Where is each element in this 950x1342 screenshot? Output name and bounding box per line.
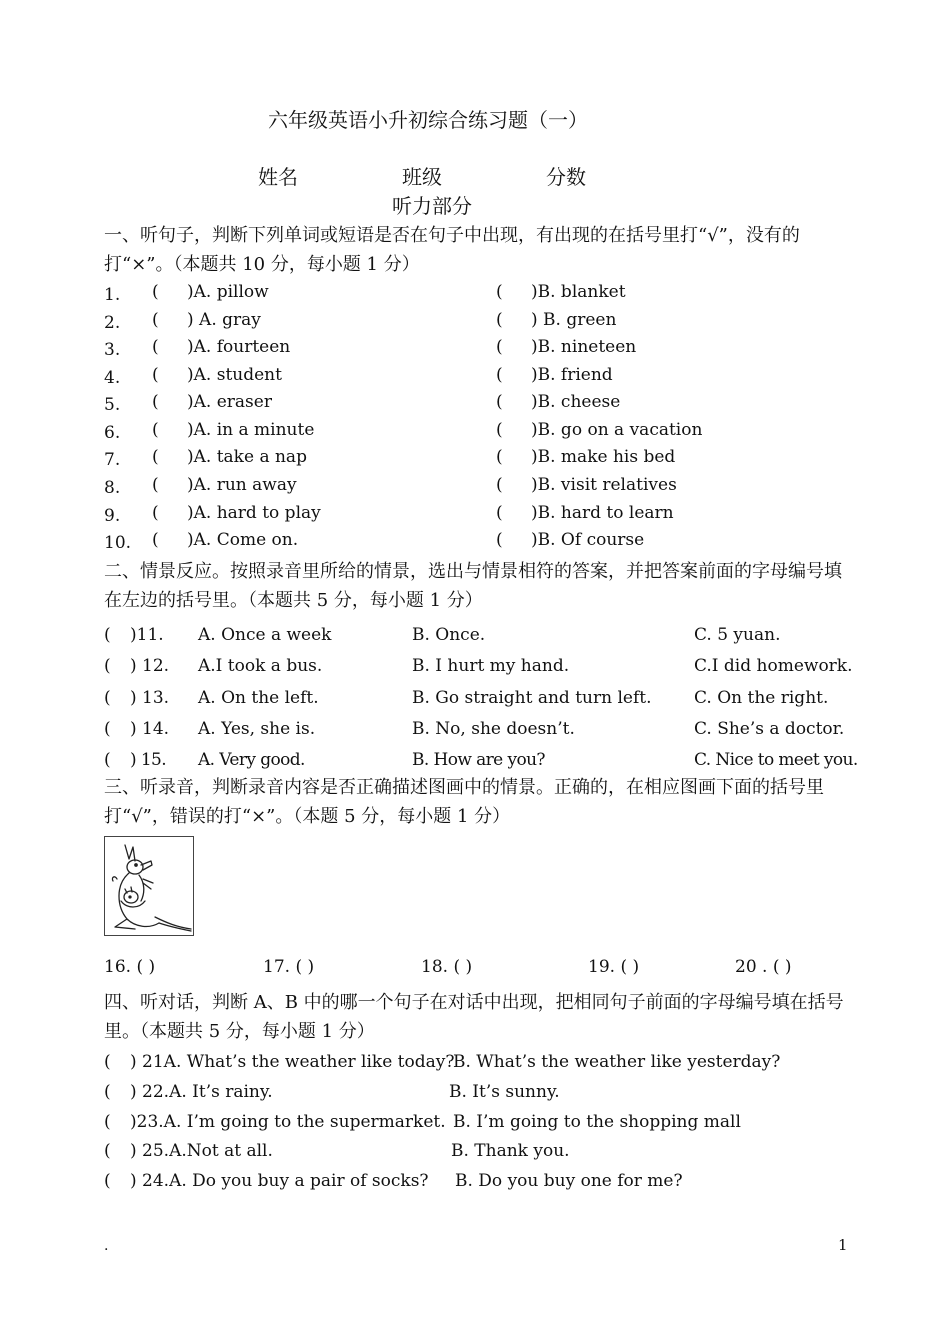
- section4-heading: 四、听对话，判断 A、B 中的哪一个句子在对话中出现，把相同句子前面的字母编号填在括号里。（本题共 5 分，每小题 1 分）: [104, 992, 844, 1042]
- answer-blank[interactable]: 16. ( ): [104, 957, 156, 977]
- answer-blank[interactable]: 20 . ( ): [735, 957, 792, 977]
- page-title: 六年级英语小升初综合练习题（一）: [268, 108, 588, 132]
- section1-item: 9. ( )A. hard to play ( )B. hard to learn: [104, 503, 674, 526]
- section1-item: 8. ( )A. run away ( )B. visit relatives: [104, 475, 677, 498]
- section2-item: ( ) 15. A. Very good. B. How are you? C. Nice to meet you.: [104, 750, 858, 770]
- section1-item: 2. ( ) A. gray ( ) B. green: [104, 310, 617, 333]
- kangaroo-illustration: [104, 836, 194, 936]
- listening-part-heading: 听力部分: [392, 194, 472, 218]
- section4-item: ( ) 21A. What’s the weather like today? B. What’s the weather like yesterday?: [104, 1052, 781, 1072]
- section1-item: 5. ( )A. eraser ( )B. cheese: [104, 392, 621, 415]
- section1-heading: 一、听句子，判断下列单词或短语是否在句子中出现，有出现的在括号里打“√”，没有的打“×”。（本题共 10 分，每小题 1 分）: [104, 225, 800, 275]
- section2-heading: 二、情景反应。按照录音里所给的情景，选出与情景相符的答案，并把答案前面的字母编号填在左边的括号里。（本题共 5 分，每小题 1 分）: [104, 561, 842, 611]
- section2-item: ( ) 13. A. On the left. B. Go straight and turn left. C. On the right.: [104, 688, 829, 708]
- answer-blank[interactable]: 17. ( ): [263, 957, 315, 977]
- section1-item: 7. ( )A. take a nap ( )B. make his bed: [104, 447, 676, 470]
- section1-item: 6. ( )A. in a minute ( )B. go on a vacation: [104, 420, 703, 443]
- section1-item: 3. ( )A. fourteen ( )B. nineteen: [104, 337, 637, 360]
- section4-item: ( ) 22.A. It’s rainy. B. It’s sunny.: [104, 1082, 560, 1102]
- section1-item: 10. ( )A. Come on. ( )B. Of course: [104, 530, 645, 553]
- section4-item: ( )23.A. I’m going to the supermarket. B. I’m going to the shopping mall: [104, 1112, 741, 1132]
- score-label: 分数: [546, 165, 586, 189]
- section2-item: ( )11. A. Once a week B. Once. C. 5 yuan.: [104, 625, 781, 645]
- page-number: 1: [838, 1236, 848, 1254]
- answer-blank[interactable]: 19. ( ): [588, 957, 640, 977]
- class-label: 班级: [402, 165, 442, 189]
- section4-item: ( ) 24.A. Do you buy a pair of socks? B. Do you buy one for me?: [104, 1171, 683, 1191]
- name-label: 姓名: [258, 165, 298, 189]
- section3-heading: 三、听录音，判断录音内容是否正确描述图画中的情景。正确的，在相应图画下面的括号里打“√”，错误的打“×”。（本题 5 分，每小题 1 分）: [104, 777, 824, 827]
- section2-item: ( ) 14. A. Yes, she is. B. No, she doesn’t. C. She’s a doctor.: [104, 719, 845, 739]
- kangaroo-icon: [105, 837, 193, 935]
- section1-item: 1. ( )A. pillow ( )B. blanket: [104, 282, 626, 305]
- footer-dot: .: [104, 1238, 109, 1254]
- section1-item: 4. ( )A. student ( )B. friend: [104, 365, 613, 388]
- answer-blank[interactable]: 18. ( ): [421, 957, 473, 977]
- section2-item: ( ) 12. A.I took a bus. B. I hurt my hand. C.I did homework.: [104, 656, 853, 676]
- section4-item: ( ) 25.A.Not at all. B. Thank you.: [104, 1141, 570, 1161]
